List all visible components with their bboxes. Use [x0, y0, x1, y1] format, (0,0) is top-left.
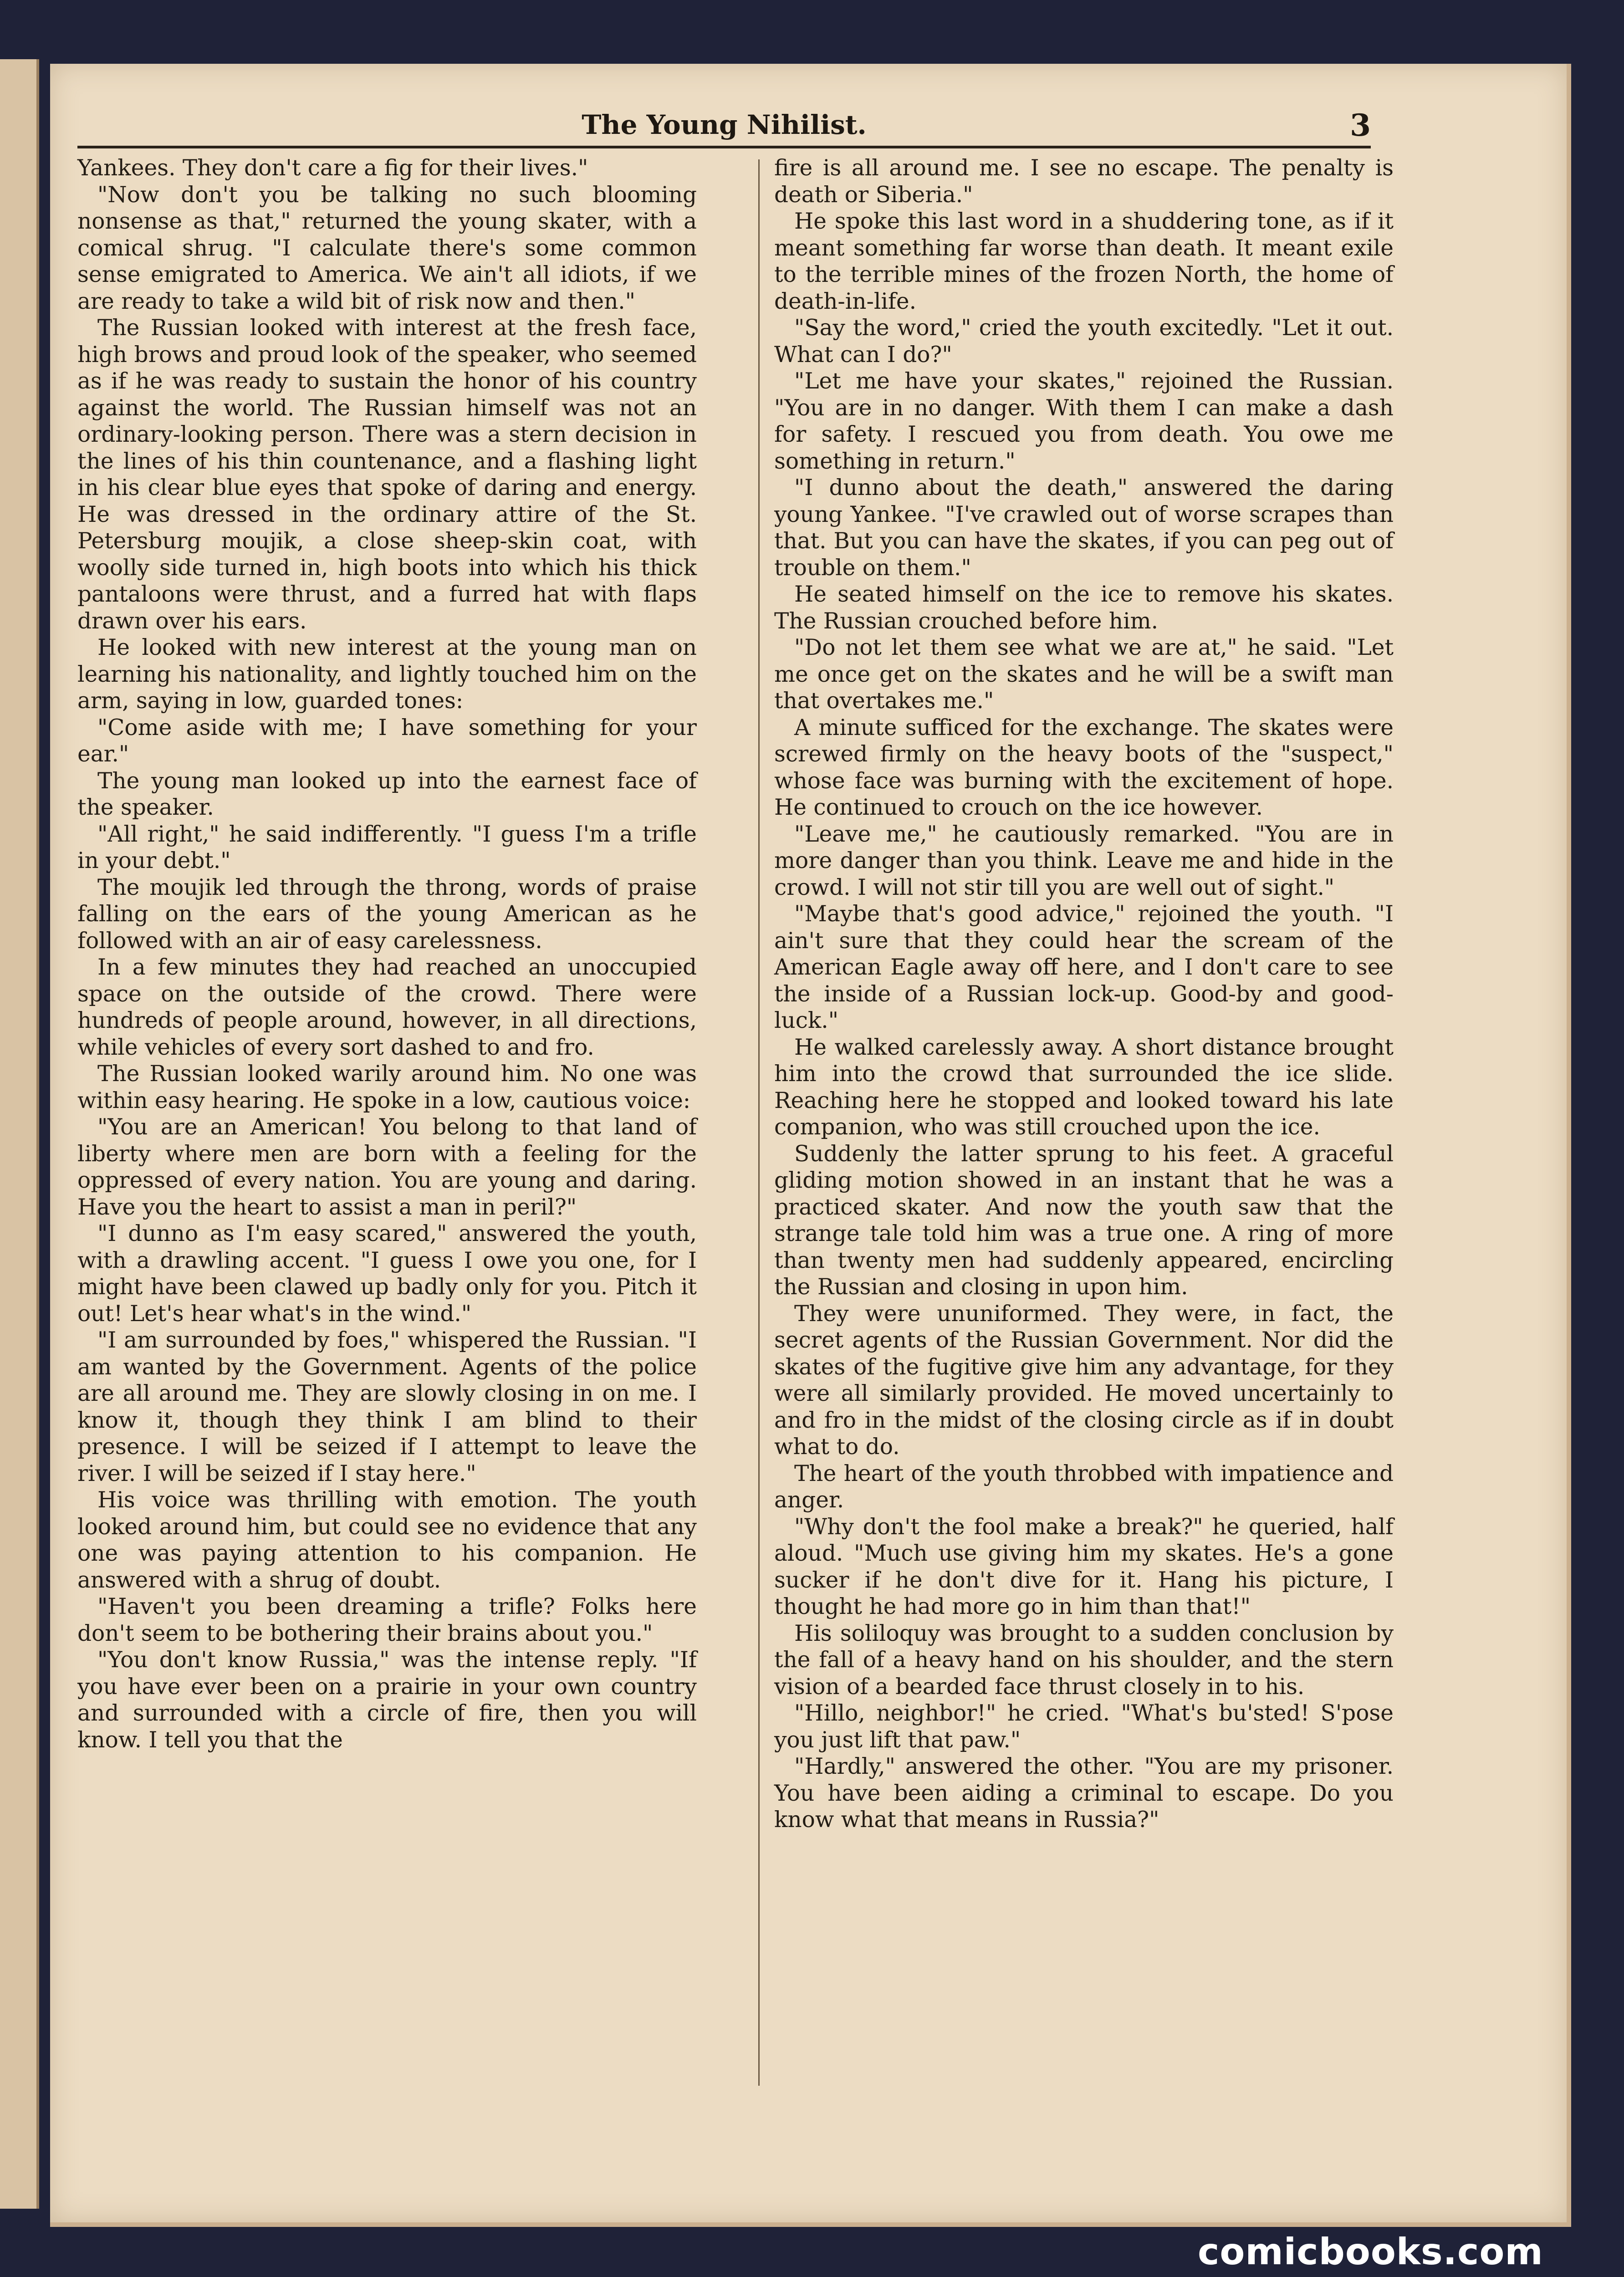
paragraph: "Hardly," answered the other. "You are my prisoner. You have been aiding a criminal to escape. Do you know what that means in Russia?": [774, 1754, 1394, 1833]
paragraph: In a few minutes they had reached an unoccupied space on the outside of the crowd. There were hundreds of people around, however, in all directions, while vehicles of every sort dashed to and fro.: [77, 955, 697, 1060]
paragraph: Yankees. They don't care a fig for their lives.": [77, 155, 588, 181]
paragraph: He looked with new interest at the young man on learning his nationality, and lightly touched him on the arm, saying in low, guarded tones:: [77, 635, 697, 714]
paragraph: "Let me have your skates," rejoined the Russian. "You are in no danger. With them I can make a dash for safety. I rescued you from death. You owe me something in return.": [774, 368, 1394, 474]
paragraph: "You are an American! You belong to that land of liberty where men are born with a feeling for the oppressed of every nation. You are young and daring. Have you the heart to assist a man in peril?": [77, 1114, 697, 1220]
paragraph: He walked carelessly away. A short distance brought him into the crowd that surrounded the ice slide. Reaching here he stopped and looked toward his late companion, who was still crouched upon the ice.: [774, 1034, 1394, 1140]
paragraph: "I dunno about the death," answered the daring young Yankee. "I've crawled out of worse scrapes than that. But you can have the skates, if you can peg out of trouble on them.": [774, 475, 1394, 581]
paragraph: The moujik led through the throng, words of praise falling on the ears of the young American as he followed with an air of easy carelessness.: [77, 874, 697, 954]
adjacent-page-edge: [0, 59, 39, 2209]
paragraph: Suddenly the latter sprung to his feet. A graceful gliding motion showed in an instant that he was a practiced skater. And now the youth saw that the strange tale told him was a true one. A ring of more than twenty men had suddenly appeared, encircling the Russian and closing in upon him.: [774, 1141, 1394, 1300]
paragraph: "Say the word," cried the youth excitedly. "Let it out. What can I do?": [774, 315, 1394, 368]
page-header: [77, 105, 1371, 148]
paragraph: "I dunno as I'm easy scared," answered the youth, with a drawling accent. "I guess I owe you one, for I might have been clawed up badly only for you. Pitch it out! Let's hear what's in the wind.": [77, 1221, 697, 1327]
paragraph: The Russian looked warily around him. No one was within easy hearing. He spoke in a low, cautious voice:: [77, 1061, 697, 1113]
paragraph: A minute sufficed for the exchange. The skates were screwed firmly on the heavy boots of the "suspect," whose face was burning with the excitement of hope. He continued to crouch on the ice however.: [774, 715, 1394, 820]
page-number: 3: [1350, 107, 1371, 143]
paragraph: His voice was thrilling with emotion. The youth looked around him, but could see no evidence that any one was paying attention to his companion. He answered with a shrug of doubt.: [77, 1487, 697, 1593]
paragraph: The heart of the youth throbbed with impatience and anger.: [774, 1460, 1394, 1513]
paragraph: He seated himself on the ice to remove his skates. The Russian crouched before him.: [774, 582, 1394, 634]
paragraph: "You don't know Russia," was the intense reply. "If you have ever been on a prairie in your own country and surrounded with a circle of fire, then you will know. I tell you that the: [77, 1647, 697, 1753]
running-title: The Young Nihilist.: [582, 109, 867, 140]
paragraph: They were ununiformed. They were, in fact, the secret agents of the Russian Government. Nor did the skates of the fugitive give him any advantage, for they were all similarly provided. He moved uncertainly to and fro in the midst of the closing circle as if in doubt what to do.: [774, 1301, 1394, 1460]
paragraph: The Russian looked with interest at the fresh face, high brows and proud look of the speaker, who seemed as if he was ready to sustain the honor of his country against the world. The Russian himself was not an ordinary-looking person. There was a stern decision in the lines of his thin countenance, and a flashing light in his clear blue eyes that spoke of daring and energy. He was dressed in the ordinary attire of the St. Petersburg moujik, a close sheep-skin coat, with woolly side turned in, high boots into which his thick pantaloons were thrust, and a furred hat with flaps drawn over his ears.: [77, 315, 697, 634]
paragraph: "I am surrounded by foes," whispered the Russian. "I am wanted by the Government. Agents of the police are all around me. They are slowly closing in on me. I know it, though they think I am blind to their presence. I will be seized if I attempt to leave the river. I will be seized if I stay here.": [77, 1327, 697, 1486]
paragraph: "Hillo, neighbor!" he cried. "What's bu'sted! S'pose you just lift that paw.": [774, 1700, 1394, 1753]
paragraph: "All right," he said indifferently. "I guess I'm a trifle in your debt.": [77, 821, 697, 873]
paragraph: "Maybe that's good advice," rejoined the youth. "I ain't sure that they could hear the scream of the American Eagle away off here, and I don't care to see the inside of a Russian lock-up. Good-by and good-luck.": [774, 901, 1394, 1033]
column-divider: [758, 159, 760, 2086]
paragraph: fire is all around me. I see no escape. The penalty is death or Siberia.": [774, 155, 1394, 208]
paragraph: "Why don't the fool make a break?" he queried, half aloud. "Much use giving him my skates. He's a gone sucker if he don't dive for it. Hang his picture, I thought he had more go in him than that!": [774, 1514, 1394, 1619]
paragraph: His soliloquy was brought to a sudden conclusion by the fall of a heavy hand on his shoulder, and the stern vision of a bearded face thrust closely in to his.: [774, 1620, 1394, 1700]
paragraph: He spoke this last word in a shuddering tone, as if it meant something far worse than death. It meant exile to the terrible mines of the frozen North, the home of death-in-life.: [774, 209, 1394, 314]
paragraph: "Come aside with me; I have something for your ear.": [77, 715, 697, 767]
paragraph: "Leave me," he cautiously remarked. "You are in more danger than you think. Leave me and hide in the crowd. I will not stir till you are well out of sight.": [774, 821, 1394, 900]
site-watermark: comicbooks.com: [1198, 2231, 1543, 2273]
paragraph: "Now don't you be talking no such blooming nonsense as that," returned the young skater, with a comical shrug. "I calculate there's some common sense emigrated to America. We ain't all idiots, if we are ready to take a wild bit of risk now and then.": [77, 182, 697, 314]
paragraph: "Do not let them see what we are at," he said. "Let me once get on the skates and he will be a swift man that overtakes me.": [774, 635, 1394, 714]
text-column-left: [77, 155, 697, 1753]
paragraph: The young man looked up into the earnest face of the speaker.: [77, 768, 697, 820]
paragraph: "Haven't you been dreaming a trifle? Folks here don't seem to be bothering their brains about you.": [77, 1594, 697, 1646]
text-column-right: [774, 155, 1394, 1833]
